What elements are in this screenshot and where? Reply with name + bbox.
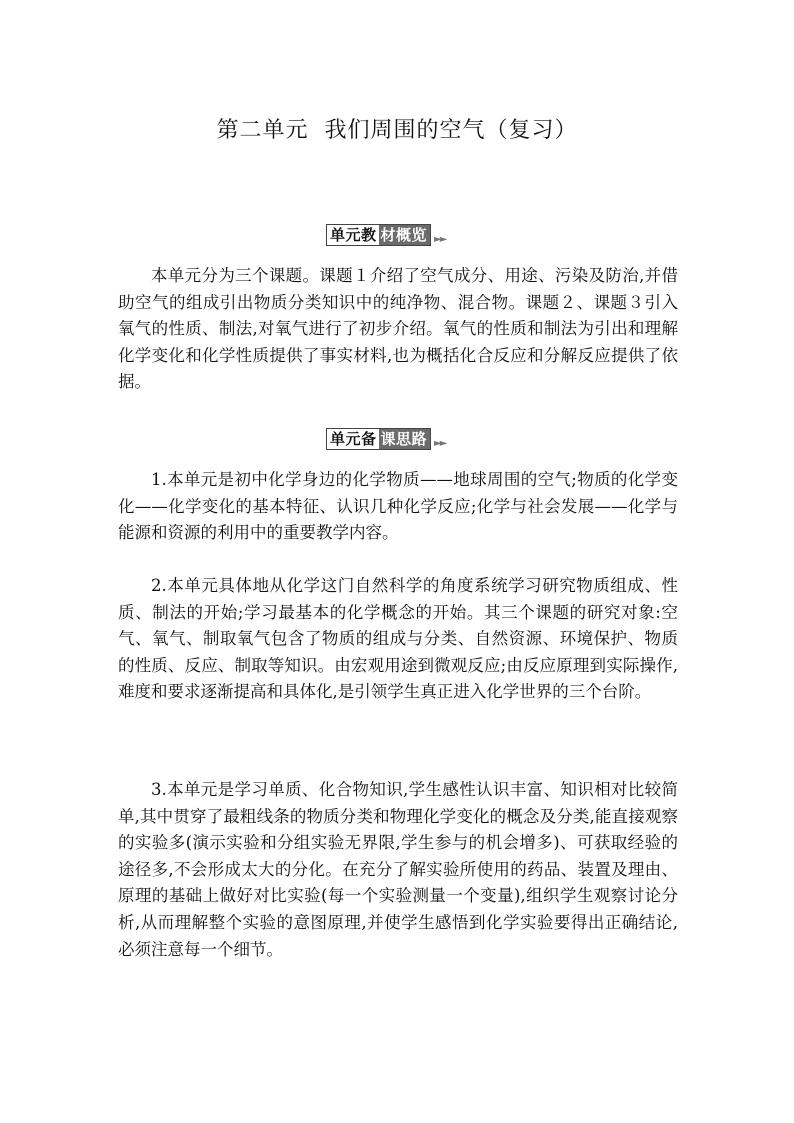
section-header-lesson-thinking — [326, 428, 445, 450]
section-header-unit-overview — [326, 224, 445, 246]
section-label-part2: 课思路 — [379, 429, 431, 449]
double-arrow-icon: ►► — [434, 437, 446, 449]
overview-paragraph: 本单元分为三个课题。课题１介绍了空气成分、用途、污染及防治,并借助空气的组成引出物质分类知识中的纯净物、混合物。课题２、课题３引入氧气的性质、制法,对氧气进行了初步介绍。氧气的性质和制法为引出和理解化学变化和化学性质提供了事实材料,也为概括化合反应和分解反应提供了依据。 — [118, 266, 678, 392]
section-label-part1: 单元教 — [327, 225, 379, 245]
section-label-part1: 单元备 — [327, 429, 379, 449]
section-label-box — [326, 224, 431, 246]
thinking-paragraph-3: 3.本单元是学习单质、化合物知识,学生感性认识丰富、知识相对比较简单,其中贯穿了最粗线条的物质分类和物理化学变化的概念及分类,能直接观察的实验多(演示实验和分组实验无界限,学生参与的机会增多)、可获取经验的途径多,不会形成太大的分化。在充分了解实验所使用的药品、装置及理由、原理的基础上做好对比实验(每一个实验测量一个变量),组织学生观察讨论分析,从而理解整个实验的意图原理,并使学生感悟到化学实验要得出正确结论,必须注意每一个细节。 — [118, 780, 678, 959]
section-label-box — [326, 428, 431, 450]
thinking-paragraph-1: 1.本单元是初中化学身边的化学物质——地球周围的空气;物质的化学变化——化学变化的基本特征、认识几种化学反应;化学与社会发展——化学与能源和资源的利用中的重要教学内容。 — [118, 470, 678, 543]
double-arrow-icon: ►► — [434, 233, 446, 245]
page-title: 第二单元 我们周围的空气（复习） — [216, 118, 578, 143]
section-label-part2: 材概览 — [379, 225, 431, 245]
thinking-paragraph-2: 2.本单元具体地从化学这门自然科学的角度系统学习研究物质组成、性质、制法的开始;学习最基本的化学概念的开始。其三个课题的研究对象:空气、氧气、制取氧气包含了物质的组成与分类、自然资源、环境保护、物质的性质、反应、制取等知识。由宏观用途到微观反应;由反应原理到实际操作,难度和要求逐渐提高和具体化,是引领学生真正进入化学世界的三个台阶。 — [118, 576, 678, 702]
